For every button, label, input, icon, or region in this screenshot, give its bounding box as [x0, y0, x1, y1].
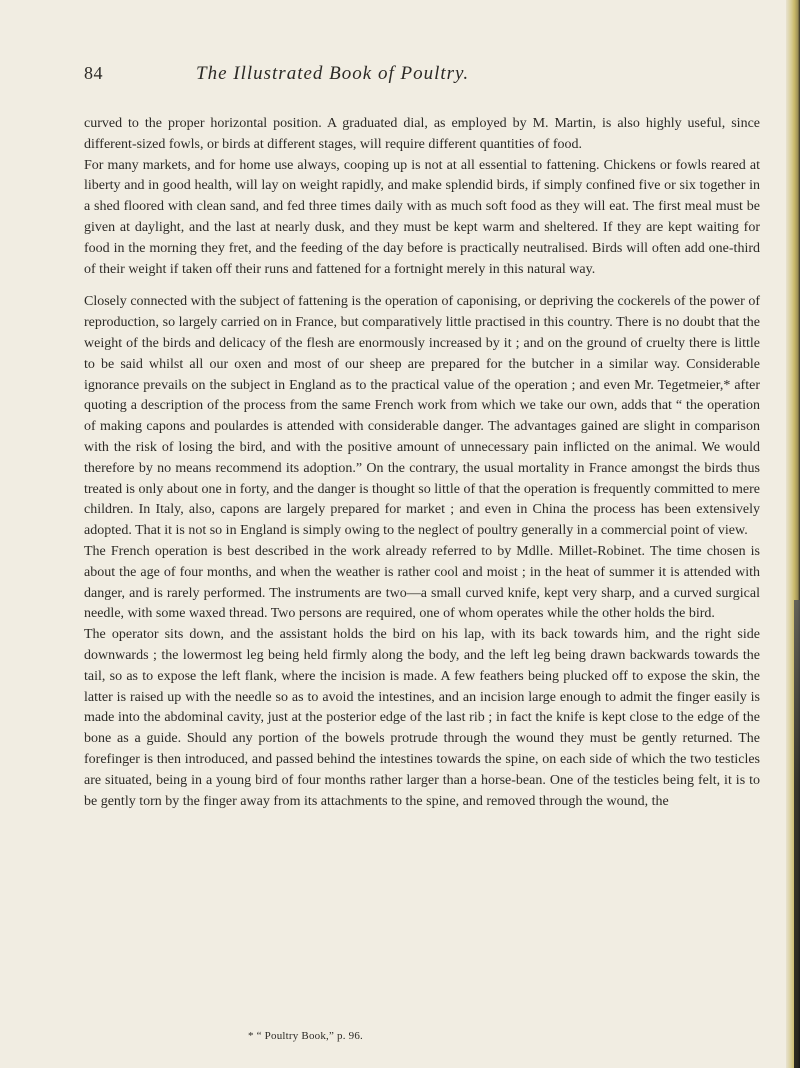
paragraph: Closely connected with the subject of fattening is the operation of caponising, or depriving the cockerels of the power of reproduction, so largely carried on in France, but comparatively little practised in this country. There is no doubt that the weight of the birds and delicacy of the flesh are enormously increased by it ; and on the ground of cruelty there is little to be said whilst all our oxen and most of our sheep are prepared for the butcher in a similar way. Considerable ignorance prevails on the subject in England as to the practical value of the operation ; and even Mr. Tegetmeier,* after quoting a description of the process from the same French work from which we take our own, adds that “ the operation of making capons and poulardes is attended with considerable danger. The advantages gained are slight in comparison with the risk of losing the bird, and with the positive amount of unnecessary pain inflicted on the animal. We would therefore by no means recommend its adoption.” On the contrary, the usual mortality in France amongst the birds thus treated is only about one in forty, and the danger is thought so little of that the operation is frequently committed to mere children. In Italy, also, capons are largely prepared for market ; and even in China the process has been extensively adopted. That it is not so in England is simply owing to the neglect of poultry generally in a commercial point of view.: [84, 294, 760, 539]
paragraph: The operator sits down, and the assistant holds the bird on his lap, with its back towards him, and the right side downwards ; the lowermost leg being held firmly along the body, and the left leg being drawn backwards towards the tail, so as to expose the left flank, where the incision is made. A few feathers being plucked off to expose the skin, the latter is raised up with the needle so as to avoid the intestines, and an incision large enough to admit the finger easily is made into the abdominal cavity, just at the posterior edge of the last rib ; in fact the knife is kept close to the edge of the bone as a guide. Should any portion of the bowels protrude through the wound they must be gently returned. The forefinger is then introduced, and passed behind the intestines towards the spine, on each side of which the two testicles are situated, being in a young bird of four months rather larger than a horse-bean. One of the testicles being felt, it is to be gently torn by the finger away from its attachments to the spine, and removed through the wound, the: [84, 627, 760, 809]
page-edge-binding: [794, 600, 800, 1068]
running-title: The Illustrated Book of Poultry.: [196, 63, 470, 84]
paragraph: curved to the proper horizontal position. A graduated dial, as employed by M. Martin, is also highly useful, since different-sized fowls, or birds at different stages, will require different quantities of food.: [84, 116, 760, 152]
body-text: [84, 114, 760, 812]
paragraph: For many markets, and for home use always, cooping up is not at all essential to fattening. Chickens or fowls reared at liberty and in good health, will lay on weight rapidly, and make splendid birds, if simply confined five or six together in a shed floored with clean sand, and fed three times daily with as much soft food as they will eat. The first meal must be given at daylight, and the last at nearly dusk, and they must be kept warm and sheltered. If they are kept waiting for food in the morning they fret, and the feeding of the day before is practically neutralised. Birds will often add one-third of their weight if taken off their runs and fattened for a fortnight merely in this natural way.: [84, 157, 760, 277]
footnote: * “ Poultry Book,” p. 96.: [248, 1030, 363, 1042]
page-header: [84, 63, 724, 87]
paragraph: The French operation is best described in the work already referred to by Mdlle. Millet-Robinet. The time chosen is about the age of four months, and when the weather is rather cool and moist ; in the heat of summer it is attended with danger, and is rarely performed. The instruments are two—a small curved knife, kept very sharp, and a curved surgical needle, with some waxed thread. Two persons are required, one of whom operates while the other holds the bird.: [84, 543, 760, 622]
page-number: 84: [84, 63, 103, 83]
